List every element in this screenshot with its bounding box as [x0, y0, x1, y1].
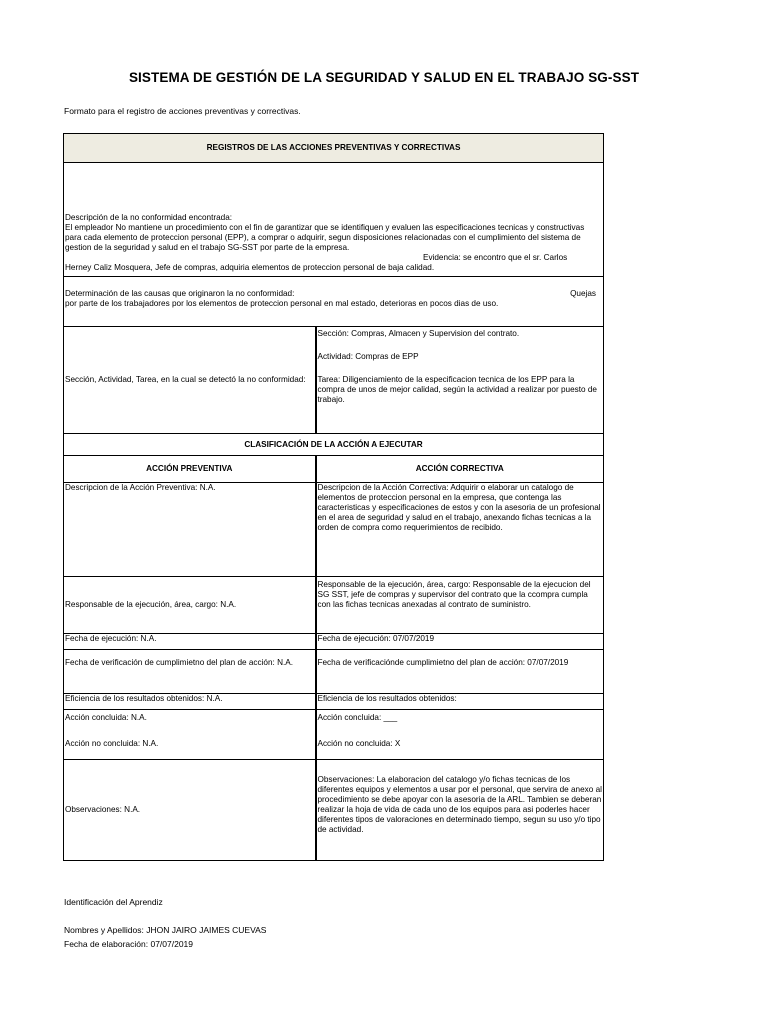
conclusion-correctiva-cell — [316, 710, 604, 760]
registro-table — [63, 133, 604, 861]
seccion-label: Sección, Actividad, Tarea, en la cual se detectó la no conformidad: — [64, 327, 316, 434]
concluida-preventiva: Acción concluida: N.A. — [65, 713, 147, 722]
fecha-verificacion-preventiva: Fecha de verificación de cumplimietno del plan de acción: N.A. — [64, 650, 316, 694]
nombres-apellidos: Nombres y Apellidos: JHON JAIRO JAIMES CUEVAS — [64, 925, 267, 935]
resp-correctiva: Responsable de la ejecución, área, cargo: Responsable de la ejecucion del SG SST, jefe de compras y supervisor del contrato que la ccompra cumpla con las fichas tecnicas anexadas al contrato de suministro. — [316, 577, 604, 634]
fecha-ejecucion-preventiva: Fecha de ejecución: N.A. — [64, 634, 316, 650]
actividad-text: Actividad: Compras de EPP — [317, 352, 419, 361]
eficiencia-preventiva: Eficiencia de los resultados obtenidos: N.A. — [64, 694, 316, 710]
document-subtitle: Formato para el registro de acciones preventivas y correctivas. — [64, 106, 301, 116]
identificacion-aprendiz: Identificación del Aprendiz — [64, 897, 163, 907]
desc-correctiva: Descripcion de la Acción Correctiva: Adquirir o elaborar un catalogo de elementos de proteccion personal en la empresa, que contenga las caracteristicas y especificaciones de estos y con la asesoria de un profesional en el area de seguridad y salud en el trabajo, anexando fichas tecnicas a la orden de compra como requerimientos de recibido. — [316, 483, 604, 577]
causas-text: Quejas — [570, 289, 597, 298]
fecha-elaboracion: Fecha de elaboración: 07/07/2019 — [64, 939, 194, 949]
resp-preventiva: Responsable de la ejecución, área, cargo: N.A. — [64, 577, 316, 634]
descripcion-text: El empleador No mantiene un procedimiento con el fin de garantizar que se identifiquen y evaluen las especificaciones tecnicas y constructivas para cada elemento de proteccion personal (EPP), a comprar o adquirir, segun disposiciones relacionadas con el cumplimiento del sistema de gestion de la seguridad y salud en el trabajo SG-SST por parte de la empresa. — [65, 223, 585, 252]
preventiva-header: ACCIÓN PREVENTIVA — [64, 456, 316, 483]
correctiva-header: ACCIÓN CORRECTIVA — [316, 456, 604, 483]
seccion-text: Sección: Compras, Almacen y Supervision del contrato. — [317, 329, 520, 338]
fecha-ejecucion-correctiva: Fecha de ejecución: 07/07/2019 — [316, 634, 604, 650]
causas-cell — [64, 277, 604, 327]
causas-label: Determinación de las causas que originaron la no conformidad: — [65, 289, 295, 298]
no-concluida-preventiva: Acción no concluida: N.A. — [65, 739, 159, 748]
conclusion-preventiva-cell — [64, 710, 316, 760]
observaciones-preventiva: Observaciones: N.A. — [64, 760, 316, 861]
tarea-text: Tarea: Diligenciamiento de la especificacion tecnica de los EPP para la compra de unos de mejor calidad, según la actividad a realizar por puesto de trabajo. — [317, 375, 597, 404]
descripcion-cell — [64, 163, 604, 277]
evidencia-text-2: Herney Caliz Mosquera, Jefe de compras, adquiria elementos de proteccion personal de baja calidad. — [65, 263, 435, 272]
observaciones-correctiva: Observaciones: La elaboracion del catalogo y/o fichas tecnicas de los diferentes equipos y elementos a usar por el personal, que servira de anexo al procedimiento se debe apoyar con la asesoria de la ARL. Tambien se deberan realizar la hoja de vida de cada uno de los equipos para asi poderles hacer diferentes tipos de valoraciones en determinado tiempo, segun su uso y/o tipo de actividad. — [316, 760, 604, 861]
concluida-correctiva: Acción concluida: ___ — [317, 713, 398, 722]
fecha-verificacion-correctiva: Fecha de verificaciónde cumplimietno del plan de acción: 07/07/2019 — [316, 650, 604, 694]
clasificacion-header: CLASIFICACIÓN DE LA ACCIÓN A EJECUTAR — [64, 434, 604, 456]
eficiencia-correctiva: Eficiencia de los resultados obtenidos: — [316, 694, 604, 710]
descripcion-label: Descripción de la no conformidad encontrada: — [65, 213, 233, 222]
evidencia-text: Evidencia: se encontro que el sr. Carlos — [423, 253, 568, 262]
seccion-detalle-cell — [316, 327, 604, 434]
causas-text-2: por parte de los trabajadores por los elementos de proteccion personal en mal estado, deterioras en pocos dias de uso. — [65, 299, 499, 308]
registro-header: REGISTROS DE LAS ACCIONES PREVENTIVAS Y CORRECTIVAS — [64, 134, 604, 163]
desc-preventiva: Descripcion de la Acción Preventiva: N.A. — [64, 483, 316, 577]
document-title: SISTEMA DE GESTIÓN DE LA SEGURIDAD Y SALUD EN EL TRABAJO SG-SST — [128, 70, 640, 85]
no-concluida-correctiva: Acción no concluida: X — [317, 739, 401, 748]
